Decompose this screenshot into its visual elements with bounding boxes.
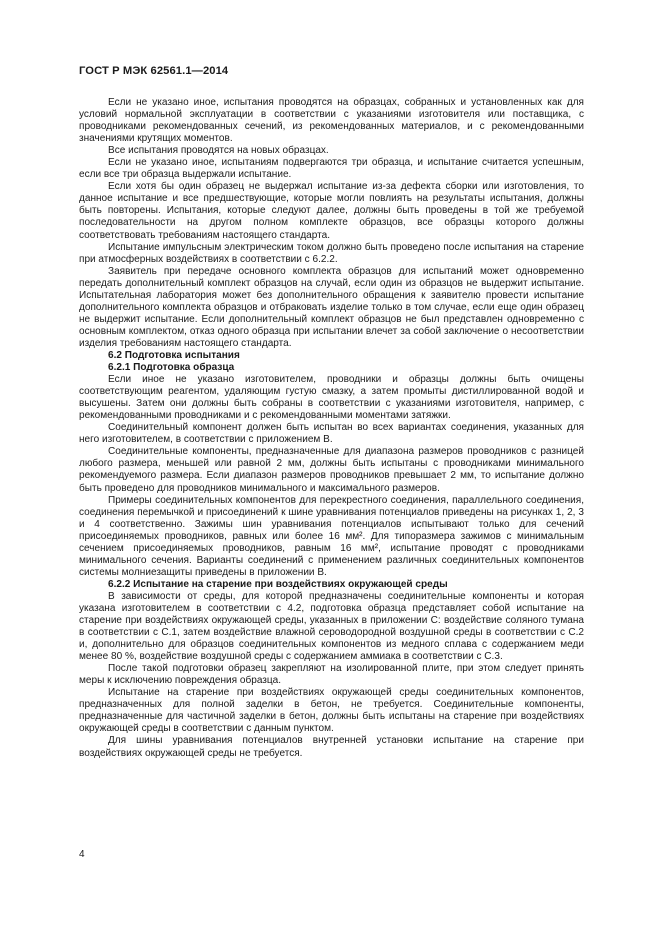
body-paragraph: Для шины уравнивания потенциалов внутренней установки испытание на старение при воздействиях окружающей среды не требуется. <box>79 735 584 759</box>
body-paragraph: Испытание на старение при воздействиях окружающей среды соединительных компонентов, предназначенных для полной заделки в бетон, не требуется. Соединительные компоненты, предназначенные для частичной заделки в бетон, должны быть испытаны на старение при воздействиях окружающей среды в соответствии с данным пунктом. <box>79 687 584 735</box>
section-heading: 6.2.1 Подготовка образца <box>108 362 235 374</box>
body-paragraph: Примеры соединительных компонентов для перекрестного соединения, параллельного соединения, соединения перемычкой и присоединений к шине уравнивания потенциалов приведены на рисунках 1, 2, 3 и 4 соответственно. Зажимы шин уравнивания потенциалов испытывают только для сечений присоединяемых проводников, равных или более 16 мм². Для типоразмера зажимов с минимальным сечением присоединяемых проводников, равным 16 мм², испытание проводят с проводниками минимального сечения. Варианты соединений с применением различных соединительных компонентов системы молниезащиты приведены в приложении В. <box>79 494 584 578</box>
body-paragraph: В зависимости от среды, для которой предназначены соединительные компоненты и которая указана изготовителем в соответствии с 4.2, подготовка образца представляет собой испытание на старение при воздействиях окружающей среды, указанных в приложении С: воздействие соляного тумана в соответствии с С.1, затем воздействие влажной сероводородной воздушной среды в соответствии с С.2 и, дополнительно для образцов соединительных компонентов из медного сплава с содержанием меди менее 80 %, воздействие воздушной среды с содержанием аммиака в соответствии с С.3. <box>79 590 584 663</box>
body-paragraph: Соединительный компонент должен быть испытан во всех вариантах соединения, указанных для него изготовителем, в соответствии с приложением В. <box>79 422 584 446</box>
page-number: 4 <box>79 849 85 860</box>
section-heading: 6.2.2 Испытание на старение при воздействиях окружающей среды <box>108 578 448 590</box>
document-header: ГОСТ Р МЭК 62561.1—2014 <box>79 65 229 77</box>
body-paragraph: Если хотя бы один образец не выдержал испытание из-за дефекта сборки или изготовления, то данное испытание и все предшествующие, которые могли повлиять на результаты испытания, должны быть повторены. Испытания, которые следуют далее, должны быть проведены в той же требуемой последовательности на другом полном комплекте образцов, все образцы которого должны соответствовать требованиям настоящего стандарта. <box>79 181 584 241</box>
body-paragraph: Если не указано иное, испытания проводятся на образцах, собранных и установленных как для условий нормальной эксплуатации в соответствии с указаниями изготовителя или поставщика, с проводниками рекомендованных сечений, из рекомендованных материалов, и с рекомендованными значениями крутящих моментов. <box>79 97 584 145</box>
document-body <box>79 97 584 760</box>
body-paragraph: Если иное не указано изготовителем, проводники и образцы должны быть очищены соответствующим реагентом, удаляющим густую смазку, а затем промыты дистиллированной водой и высушены. Затем они должны быть собраны в соответствии с указаниями изготовителя, например, с рекомендованными проводниками и с рекомендованными моментами затяжки. <box>79 374 584 422</box>
section-heading: 6.2 Подготовка испытания <box>108 349 240 361</box>
body-paragraph: Соединительные компоненты, предназначенные для диапазона размеров проводников с разницей любого размера, меньшей или равной 2 мм, должны быть испытаны с проводниками минимального рекомендуемого размера. Если диапазон размеров проводников превышает 2 мм, то испытание должно быть проведено для проводников минимального и максимального размеров. <box>79 446 584 494</box>
body-paragraph: После такой подготовки образец закрепляют на изолированной плите, при этом следует принять меры к исключению повреждения образца. <box>79 663 584 687</box>
body-paragraph: Если не указано иное, испытаниям подвергаются три образца, и испытание считается успешным, если все три образца выдержали испытание. <box>79 157 584 181</box>
body-paragraph: Испытание импульсным электрическим током должно быть проведено после испытания на старение при атмосферных воздействиях в соответствии с 6.2.2. <box>79 241 584 265</box>
body-paragraph: Заявитель при передаче основного комплекта образцов для испытаний может одновременно передать дополнительный комплект образцов на случай, если один из образцов не выдержит испытание. Испытательная лаборатория может без дополнительного обращения к заявителю провести испытание дополнительного комплекта образцов и отбраковать изделие только в том случае, если еще один образец не выдержит испытание. Если дополнительный комплект образцов не был представлен одновременно с основным комплектом, отказ одного образца при испытании влечет за собой заключение о несоответствии изделия требованиям настоящего стандарта. <box>79 265 584 349</box>
body-paragraph: Все испытания проводятся на новых образцах. <box>108 145 329 157</box>
